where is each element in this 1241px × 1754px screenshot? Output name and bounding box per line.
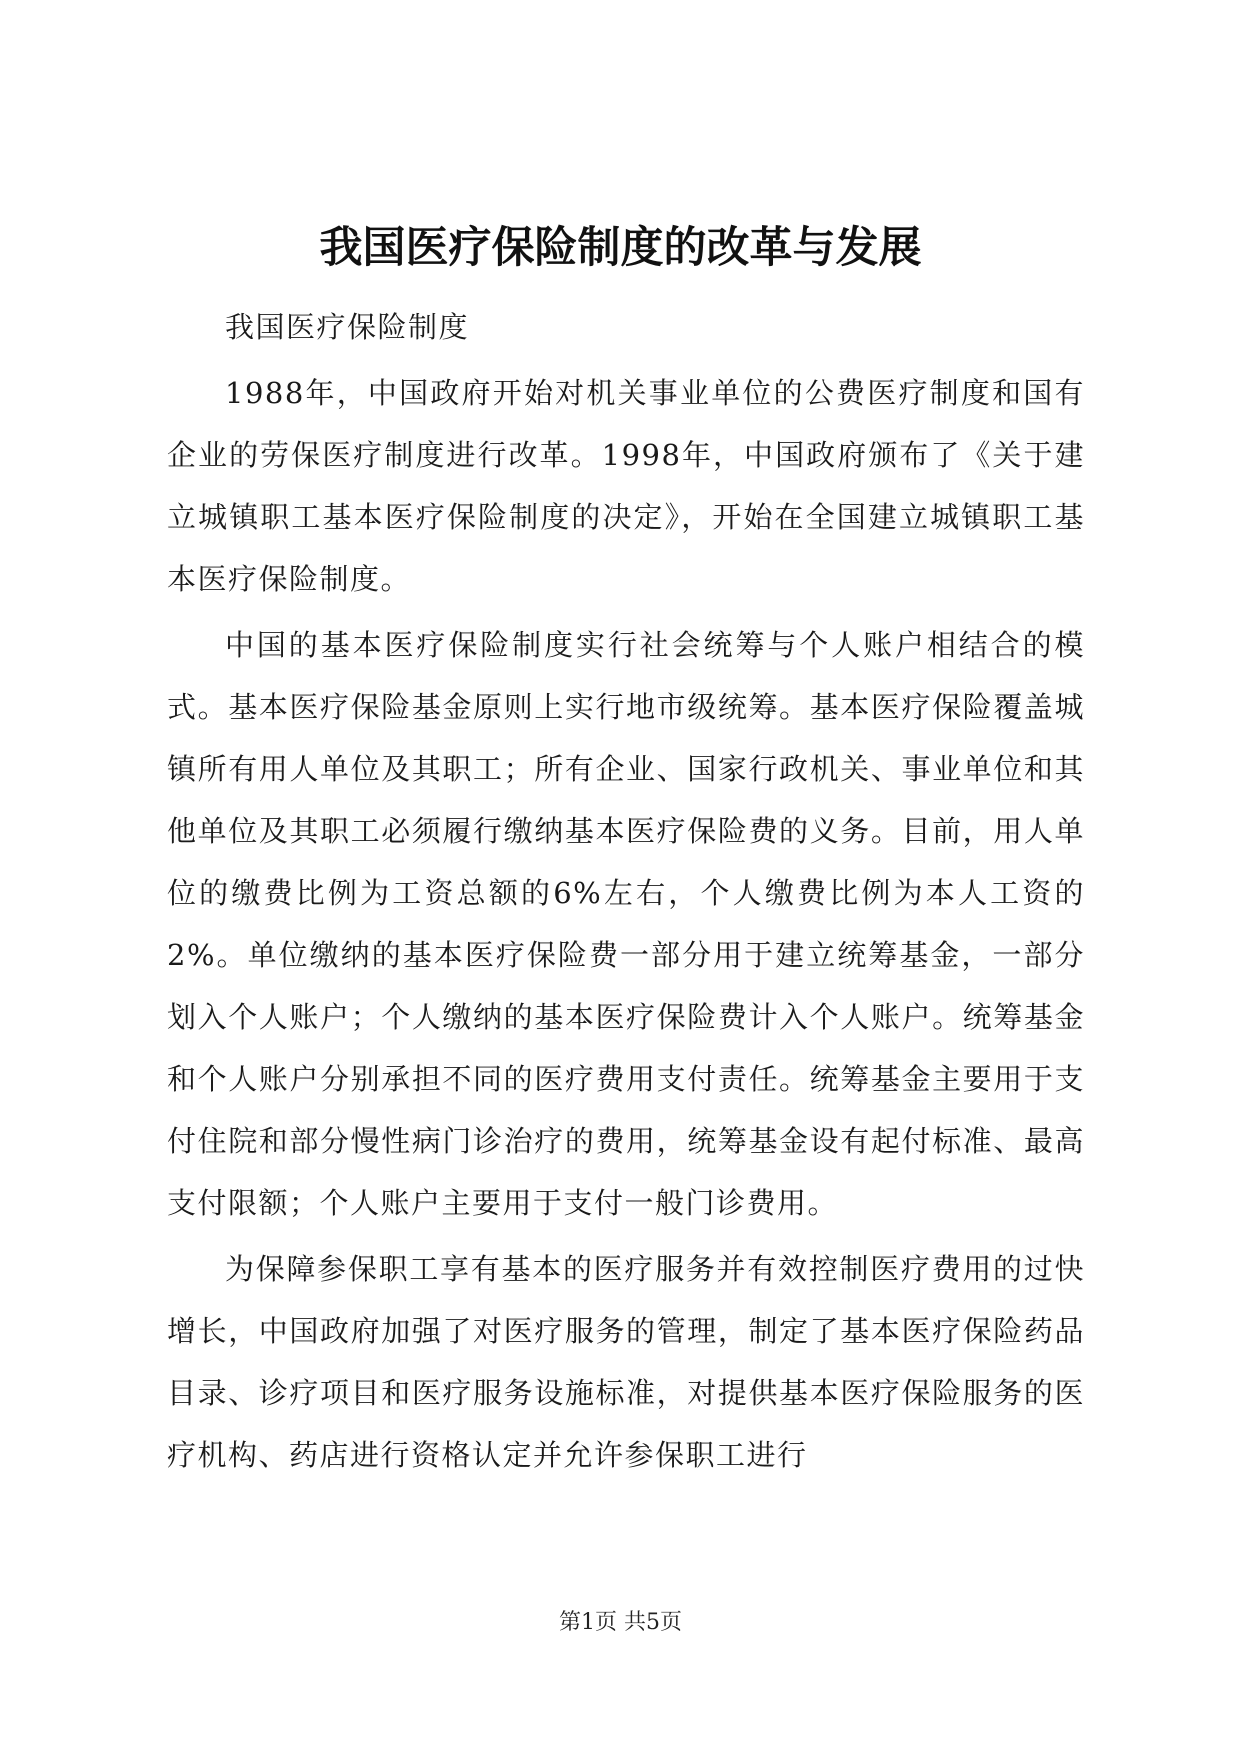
document-body bbox=[167, 296, 1085, 1486]
paragraph-subtitle: 我国医疗保险制度 bbox=[225, 310, 470, 344]
document-title: 我国医疗保险制度的改革与发展 bbox=[319, 223, 922, 273]
paragraph: 中国的基本医疗保险制度实行社会统筹与个人账户相结合的模式。基本医疗保险基金原则上实行地市级统筹。基本医疗保险覆盖城镇所有用人单位及其职工；所有企业、国家行政机关、事业单位和其他单位及其职工必须履行缴纳基本医疗保险费的义务。目前，用人单位的缴费比例为工资总额的6%左右，个人缴费比例为本人工资的2%。单位缴纳的基本医疗保险费一部分用于建立统筹基金，一部分划入个人账户；个人缴纳的基本医疗保险费计入个人账户。统筹基金和个人账户分别承担不同的医疗费用支付责任。统筹基金主要用于支付住院和部分慢性病门诊治疗的费用，统筹基金设有起付标准、最高支付限额；个人账户主要用于支付一般门诊费用。 bbox=[167, 628, 1085, 1220]
paragraph: 为保障参保职工享有基本的医疗服务并有效控制医疗费用的过快增长，中国政府加强了对医疗服务的管理，制定了基本医疗保险药品目录、诊疗项目和医疗服务设施标准，对提供基本医疗保险服务的医疗机构、药店进行资格认定并允许参保职工进行 bbox=[167, 1252, 1085, 1472]
page-number-footer: 第1页 共5页 bbox=[559, 1610, 682, 1635]
paragraph: 1988年，中国政府开始对机关事业单位的公费医疗制度和国有企业的劳保医疗制度进行改革。1998年，中国政府颁布了《关于建立城镇职工基本医疗保险制度的决定》，开始在全国建立城镇职工基本医疗保险制度。 bbox=[167, 376, 1085, 596]
